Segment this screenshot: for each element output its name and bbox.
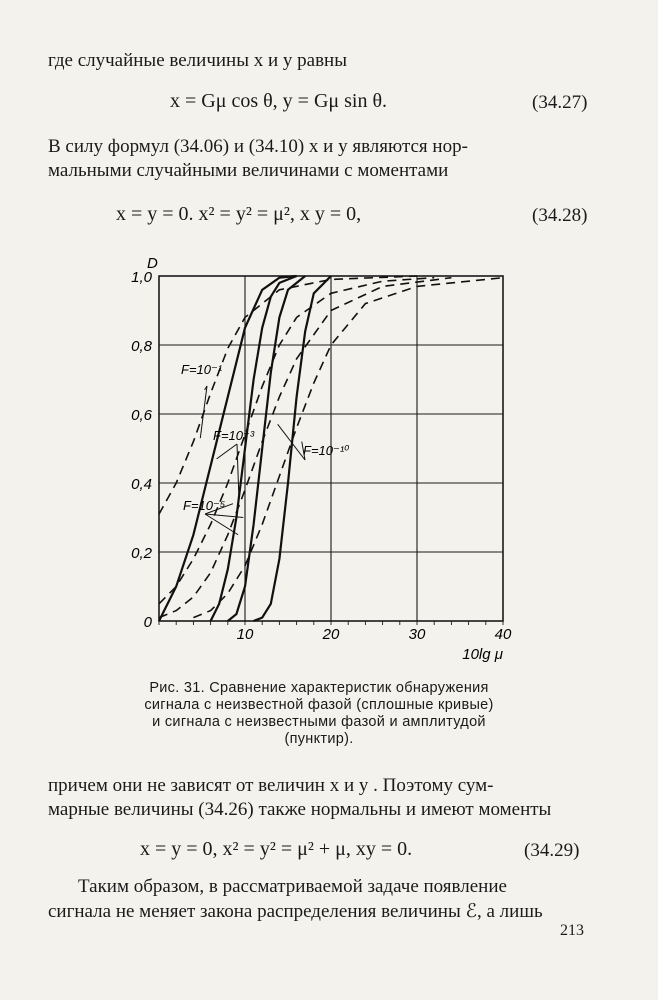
y-axis-label: D [147, 255, 158, 272]
caption-line: сигнала с неизвестной фазой (сплошные кривые) [144, 697, 494, 713]
annotation-label-2: F=10⁻⁵ [183, 498, 226, 513]
x-axis-label: 10lg μ [462, 646, 503, 663]
caption-line: (пунктир). [284, 731, 354, 747]
annotation-label-1: F=10⁻³ [213, 428, 255, 443]
x-tick-label: 20 [322, 626, 340, 643]
caption-line: и сигнала с неизвестными фазой и амплитудой [152, 714, 486, 730]
text-line: В силу формул (34.06) и (34.10) x и y являются нор- [48, 136, 468, 157]
y-tick-label: 0 [143, 614, 152, 631]
dashed-curve-5 [159, 278, 434, 604]
equation-number: (34.27) [532, 92, 588, 113]
figure-caption [126, 680, 512, 748]
y-tick-label: 0,6 [131, 407, 152, 424]
x-tick-label: 10 [236, 626, 254, 643]
x-tick-label: 30 [408, 626, 426, 643]
annotation-label-0: F=10⁻¹ [181, 362, 223, 377]
page-number: 213 [560, 922, 584, 939]
text-line: Таким образом, в рассматриваемой задаче появление [78, 876, 507, 897]
equation-34-28: x = y = 0. x² = y² = μ², x y = 0, [116, 203, 362, 225]
annotation-pointer [217, 444, 237, 459]
y-tick-label: 0,4 [131, 476, 152, 493]
caption-line: Рис. 31. Сравнение характеристик обнаружения [149, 680, 489, 696]
annotation-pointer [200, 386, 207, 438]
text-line: марные величины (34.26) также нормальны и имеют моменты [48, 799, 552, 820]
x-tick-label: 40 [494, 626, 512, 643]
text-line: мальными случайными величинами с моментами [48, 160, 449, 181]
solid-curve-1 [211, 276, 297, 621]
y-tick-label: 0,2 [131, 545, 152, 562]
equation-34-27: x = Gμ cos θ, y = Gμ sin θ. [170, 90, 388, 112]
annotation-label-3: F=10⁻¹⁰ [303, 443, 350, 458]
text-line: сигнала не меняет закона распределения величины ℰ, а лишь [48, 901, 543, 922]
text-line: где случайные величины x и y равны [48, 50, 347, 71]
chart-annotations [181, 362, 350, 535]
equation-number: (34.28) [532, 205, 588, 226]
equation-34-29: x = y = 0, x² = y² = μ² + μ, xy = 0. [140, 838, 413, 860]
text-line: причем они не зависят от величин x и y . Поэтому сум- [48, 775, 494, 796]
detection-characteristics-chart [125, 248, 525, 673]
y-tick-label: 0,8 [131, 338, 152, 355]
y-tick-label: 1,0 [131, 269, 152, 286]
equation-number: (34.29) [524, 840, 580, 861]
